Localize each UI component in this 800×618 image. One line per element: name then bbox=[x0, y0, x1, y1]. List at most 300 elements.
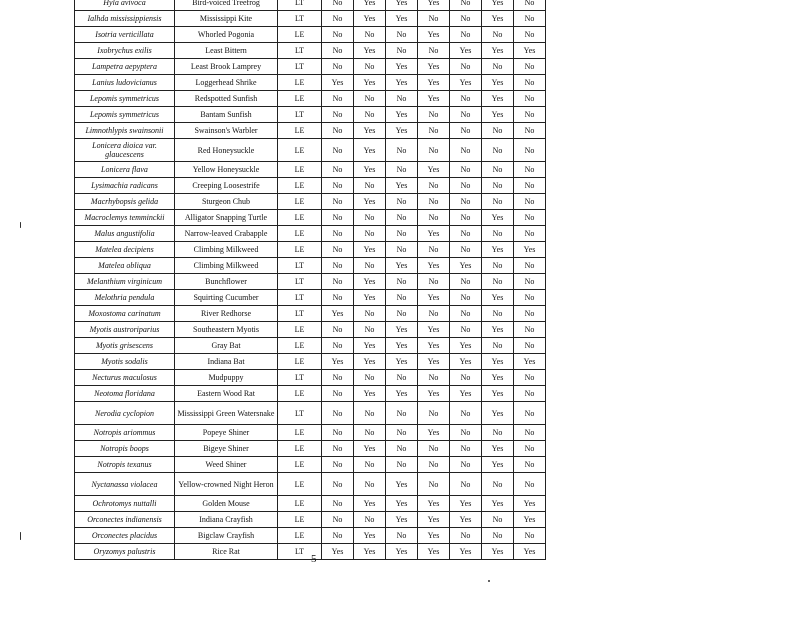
occurrence-cell: No bbox=[482, 194, 514, 210]
occurrence-cell: Yes bbox=[514, 354, 546, 370]
occurrence-cell: Yes bbox=[482, 290, 514, 306]
occurrence-cell: Yes bbox=[418, 59, 450, 75]
occurrence-cell: Yes bbox=[386, 258, 418, 274]
common-name-cell: Climbing Milkweed bbox=[175, 258, 278, 274]
occurrence-cell: Yes bbox=[354, 242, 386, 258]
occurrence-cell: No bbox=[482, 528, 514, 544]
occurrence-cell: No bbox=[450, 457, 482, 473]
common-name-cell: Mississippi Kite bbox=[175, 11, 278, 27]
occurrence-cell: Yes bbox=[322, 544, 354, 560]
occurrence-cell: Yes bbox=[418, 322, 450, 338]
occurrence-cell: Yes bbox=[354, 162, 386, 178]
occurrence-cell: No bbox=[354, 402, 386, 425]
occurrence-cell: No bbox=[450, 226, 482, 242]
species-status-table bbox=[74, 0, 546, 560]
occurrence-cell: Yes bbox=[482, 441, 514, 457]
table-row bbox=[75, 322, 546, 338]
occurrence-cell: No bbox=[514, 210, 546, 226]
occurrence-cell: No bbox=[354, 457, 386, 473]
scientific-name-cell: Neotoma floridana bbox=[75, 386, 175, 402]
table-row bbox=[75, 496, 546, 512]
status-cell: LT bbox=[278, 43, 322, 59]
occurrence-cell: No bbox=[450, 290, 482, 306]
common-name-cell: Yellow Honeysuckle bbox=[175, 162, 278, 178]
occurrence-cell: No bbox=[418, 43, 450, 59]
occurrence-cell: No bbox=[386, 43, 418, 59]
occurrence-cell: No bbox=[482, 178, 514, 194]
occurrence-cell: Yes bbox=[386, 338, 418, 354]
table-row bbox=[75, 59, 546, 75]
occurrence-cell: No bbox=[386, 194, 418, 210]
occurrence-cell: No bbox=[322, 0, 354, 11]
occurrence-cell: No bbox=[514, 338, 546, 354]
occurrence-cell: Yes bbox=[450, 544, 482, 560]
occurrence-cell: Yes bbox=[386, 178, 418, 194]
scientific-name-cell: Matelea obliqua bbox=[75, 258, 175, 274]
occurrence-cell: No bbox=[514, 59, 546, 75]
occurrence-cell: Yes bbox=[482, 0, 514, 11]
occurrence-cell: No bbox=[322, 226, 354, 242]
occurrence-cell: No bbox=[514, 441, 546, 457]
occurrence-cell: No bbox=[386, 226, 418, 242]
common-name-cell: Bird-voiced Treefrog bbox=[175, 0, 278, 11]
occurrence-cell: Yes bbox=[482, 107, 514, 123]
occurrence-cell: No bbox=[354, 107, 386, 123]
occurrence-cell: Yes bbox=[386, 107, 418, 123]
occurrence-cell: Yes bbox=[354, 194, 386, 210]
occurrence-cell: No bbox=[322, 370, 354, 386]
occurrence-cell: No bbox=[514, 27, 546, 43]
common-name-cell: Indiana Crayfish bbox=[175, 512, 278, 528]
occurrence-cell: Yes bbox=[482, 322, 514, 338]
occurrence-cell: No bbox=[354, 91, 386, 107]
table-row bbox=[75, 544, 546, 560]
occurrence-cell: No bbox=[482, 258, 514, 274]
common-name-cell: Rice Rat bbox=[175, 544, 278, 560]
table-row bbox=[75, 354, 546, 370]
occurrence-cell: Yes bbox=[322, 354, 354, 370]
occurrence-cell: No bbox=[514, 91, 546, 107]
occurrence-cell: No bbox=[322, 457, 354, 473]
common-name-cell: Bantam Sunfish bbox=[175, 107, 278, 123]
occurrence-cell: Yes bbox=[386, 322, 418, 338]
occurrence-cell: No bbox=[386, 306, 418, 322]
occurrence-cell: No bbox=[450, 91, 482, 107]
occurrence-cell: Yes bbox=[482, 210, 514, 226]
common-name-cell: Bigeye Shiner bbox=[175, 441, 278, 457]
occurrence-cell: Yes bbox=[450, 338, 482, 354]
scientific-name-cell: Macrhybopsis gelida bbox=[75, 194, 175, 210]
occurrence-cell: Yes bbox=[482, 386, 514, 402]
occurrence-cell: No bbox=[354, 322, 386, 338]
occurrence-cell: No bbox=[322, 473, 354, 496]
occurrence-cell: No bbox=[386, 402, 418, 425]
status-cell: LT bbox=[278, 290, 322, 306]
common-name-cell: Climbing Milkweed bbox=[175, 242, 278, 258]
occurrence-cell: No bbox=[514, 139, 546, 162]
status-cell: LT bbox=[278, 11, 322, 27]
table-row bbox=[75, 107, 546, 123]
table-row bbox=[75, 162, 546, 178]
occurrence-cell: Yes bbox=[354, 123, 386, 139]
occurrence-cell: Yes bbox=[418, 91, 450, 107]
occurrence-cell: Yes bbox=[482, 91, 514, 107]
occurrence-cell: No bbox=[322, 528, 354, 544]
occurrence-cell: No bbox=[482, 123, 514, 139]
occurrence-cell: Yes bbox=[354, 354, 386, 370]
common-name-cell: Red Honeysuckle bbox=[175, 139, 278, 162]
scientific-name-cell: Ixobrychus exilis bbox=[75, 43, 175, 59]
occurrence-cell: No bbox=[418, 210, 450, 226]
occurrence-cell: Yes bbox=[386, 123, 418, 139]
status-cell: LE bbox=[278, 457, 322, 473]
occurrence-cell: No bbox=[418, 139, 450, 162]
status-cell: LE bbox=[278, 91, 322, 107]
common-name-cell: Loggerhead Shrike bbox=[175, 75, 278, 91]
table-row bbox=[75, 402, 546, 425]
occurrence-cell: No bbox=[450, 59, 482, 75]
table-row bbox=[75, 290, 546, 306]
occurrence-cell: No bbox=[450, 425, 482, 441]
table-row bbox=[75, 194, 546, 210]
common-name-cell: Gray Bat bbox=[175, 338, 278, 354]
occurrence-cell: Yes bbox=[514, 242, 546, 258]
status-cell: LE bbox=[278, 226, 322, 242]
occurrence-cell: No bbox=[322, 512, 354, 528]
page-number: 5 bbox=[311, 553, 317, 565]
occurrence-cell: No bbox=[514, 370, 546, 386]
scientific-name-cell: Orconectes indianensis bbox=[75, 512, 175, 528]
scientific-name-cell: Malus angustifolia bbox=[75, 226, 175, 242]
common-name-cell: Sturgeon Chub bbox=[175, 194, 278, 210]
table-row bbox=[75, 274, 546, 290]
occurrence-cell: No bbox=[354, 473, 386, 496]
occurrence-cell: No bbox=[322, 43, 354, 59]
occurrence-cell: No bbox=[482, 338, 514, 354]
occurrence-cell: No bbox=[386, 425, 418, 441]
occurrence-cell: Yes bbox=[514, 512, 546, 528]
occurrence-cell: No bbox=[354, 306, 386, 322]
occurrence-cell: No bbox=[386, 290, 418, 306]
status-cell: LE bbox=[278, 473, 322, 496]
occurrence-cell: Yes bbox=[354, 290, 386, 306]
table-row bbox=[75, 139, 546, 162]
occurrence-cell: No bbox=[322, 139, 354, 162]
occurrence-cell: Yes bbox=[386, 386, 418, 402]
occurrence-cell: No bbox=[418, 473, 450, 496]
status-cell: LE bbox=[278, 512, 322, 528]
occurrence-cell: No bbox=[386, 441, 418, 457]
scientific-name-cell: Lanius ludovicianus bbox=[75, 75, 175, 91]
occurrence-cell: No bbox=[418, 123, 450, 139]
occurrence-cell: No bbox=[514, 75, 546, 91]
occurrence-cell: No bbox=[450, 178, 482, 194]
occurrence-cell: No bbox=[322, 162, 354, 178]
occurrence-cell: No bbox=[322, 402, 354, 425]
common-name-cell: Popeye Shiner bbox=[175, 425, 278, 441]
common-name-cell: Whorled Pogonia bbox=[175, 27, 278, 43]
status-cell: LE bbox=[278, 354, 322, 370]
occurrence-cell: No bbox=[354, 27, 386, 43]
occurrence-cell: No bbox=[514, 425, 546, 441]
occurrence-cell: No bbox=[386, 210, 418, 226]
occurrence-cell: No bbox=[322, 210, 354, 226]
common-name-cell: Bigclaw Crayfish bbox=[175, 528, 278, 544]
occurrence-cell: No bbox=[418, 457, 450, 473]
occurrence-cell: No bbox=[418, 274, 450, 290]
occurrence-cell: Yes bbox=[450, 496, 482, 512]
scientific-name-cell: Ochrotomys nuttalli bbox=[75, 496, 175, 512]
occurrence-cell: No bbox=[450, 441, 482, 457]
scientific-name-cell: Melanthium virginicum bbox=[75, 274, 175, 290]
occurrence-cell: No bbox=[514, 107, 546, 123]
occurrence-cell: No bbox=[354, 370, 386, 386]
occurrence-cell: Yes bbox=[418, 386, 450, 402]
occurrence-cell: No bbox=[386, 274, 418, 290]
occurrence-cell: Yes bbox=[386, 11, 418, 27]
scan-speck bbox=[20, 222, 21, 228]
scientific-name-cell: Lepomis symmetricus bbox=[75, 91, 175, 107]
occurrence-cell: Yes bbox=[354, 11, 386, 27]
occurrence-cell: Yes bbox=[354, 338, 386, 354]
occurrence-cell: No bbox=[322, 322, 354, 338]
status-cell: LE bbox=[278, 75, 322, 91]
occurrence-cell: No bbox=[514, 386, 546, 402]
occurrence-cell: Yes bbox=[450, 512, 482, 528]
common-name-cell: Least Bittern bbox=[175, 43, 278, 59]
occurrence-cell: Yes bbox=[514, 496, 546, 512]
occurrence-cell: No bbox=[418, 11, 450, 27]
occurrence-cell: Yes bbox=[482, 11, 514, 27]
status-cell: LT bbox=[278, 107, 322, 123]
occurrence-cell: Yes bbox=[482, 496, 514, 512]
scientific-name-cell: Limnothlypis swainsonii bbox=[75, 123, 175, 139]
occurrence-cell: No bbox=[514, 473, 546, 496]
scientific-name-cell: Myotis grisescens bbox=[75, 338, 175, 354]
occurrence-cell: No bbox=[386, 91, 418, 107]
occurrence-cell: No bbox=[322, 425, 354, 441]
common-name-cell: Bunchflower bbox=[175, 274, 278, 290]
scientific-name-cell: Hyla avivoca bbox=[75, 0, 175, 11]
scientific-name-cell: Matelea decipiens bbox=[75, 242, 175, 258]
status-cell: LE bbox=[278, 242, 322, 258]
occurrence-cell: No bbox=[386, 242, 418, 258]
common-name-cell: Creeping Loosestrife bbox=[175, 178, 278, 194]
occurrence-cell: No bbox=[322, 274, 354, 290]
occurrence-cell: Yes bbox=[418, 544, 450, 560]
occurrence-cell: No bbox=[322, 242, 354, 258]
occurrence-cell: No bbox=[322, 441, 354, 457]
scientific-name-cell: Nyctanassa violacea bbox=[75, 473, 175, 496]
occurrence-cell: No bbox=[418, 370, 450, 386]
scientific-name-cell: Myotis austroriparius bbox=[75, 322, 175, 338]
occurrence-cell: No bbox=[418, 178, 450, 194]
common-name-cell: Indiana Bat bbox=[175, 354, 278, 370]
occurrence-cell: No bbox=[354, 226, 386, 242]
occurrence-cell: No bbox=[450, 274, 482, 290]
common-name-cell: Southeastern Myotis bbox=[175, 322, 278, 338]
occurrence-cell: No bbox=[482, 139, 514, 162]
occurrence-cell: No bbox=[418, 402, 450, 425]
scientific-name-cell: Lampetra aepyptera bbox=[75, 59, 175, 75]
status-cell: LT bbox=[278, 306, 322, 322]
occurrence-cell: No bbox=[322, 194, 354, 210]
common-name-cell: Least Brook Lamprey bbox=[175, 59, 278, 75]
occurrence-cell: Yes bbox=[354, 0, 386, 11]
occurrence-cell: Yes bbox=[386, 473, 418, 496]
occurrence-cell: Yes bbox=[418, 75, 450, 91]
status-cell: LT bbox=[278, 59, 322, 75]
occurrence-cell: Yes bbox=[482, 354, 514, 370]
occurrence-cell: No bbox=[450, 210, 482, 226]
common-name-cell: Yellow-crowned Night Heron bbox=[175, 473, 278, 496]
scientific-name-cell: Lepomis symmetricus bbox=[75, 107, 175, 123]
occurrence-cell: No bbox=[354, 59, 386, 75]
occurrence-cell: Yes bbox=[386, 496, 418, 512]
common-name-cell: Swainson's Warbler bbox=[175, 123, 278, 139]
occurrence-cell: No bbox=[450, 242, 482, 258]
occurrence-cell: No bbox=[450, 162, 482, 178]
status-cell: LE bbox=[278, 322, 322, 338]
occurrence-cell: No bbox=[418, 441, 450, 457]
occurrence-cell: No bbox=[386, 139, 418, 162]
status-cell: LT bbox=[278, 274, 322, 290]
occurrence-cell: No bbox=[322, 338, 354, 354]
occurrence-cell: No bbox=[354, 210, 386, 226]
status-cell: LT bbox=[278, 402, 322, 425]
status-cell: LE bbox=[278, 178, 322, 194]
status-cell: LT bbox=[278, 544, 322, 560]
table-row bbox=[75, 11, 546, 27]
scientific-name-cell: Necturus maculosus bbox=[75, 370, 175, 386]
scientific-name-cell: Notropis boops bbox=[75, 441, 175, 457]
occurrence-cell: No bbox=[450, 27, 482, 43]
occurrence-cell: Yes bbox=[418, 528, 450, 544]
occurrence-cell: Yes bbox=[354, 43, 386, 59]
table-row bbox=[75, 0, 546, 11]
status-cell: LE bbox=[278, 162, 322, 178]
status-cell: LT bbox=[278, 370, 322, 386]
status-cell: LE bbox=[278, 528, 322, 544]
occurrence-cell: No bbox=[386, 27, 418, 43]
occurrence-cell: Yes bbox=[418, 354, 450, 370]
occurrence-cell: Yes bbox=[418, 338, 450, 354]
status-cell: LE bbox=[278, 210, 322, 226]
occurrence-cell: Yes bbox=[482, 402, 514, 425]
occurrence-cell: No bbox=[514, 528, 546, 544]
occurrence-cell: Yes bbox=[418, 290, 450, 306]
table-row bbox=[75, 512, 546, 528]
occurrence-cell: Yes bbox=[322, 306, 354, 322]
occurrence-cell: No bbox=[482, 425, 514, 441]
occurrence-cell: Yes bbox=[354, 139, 386, 162]
table-row bbox=[75, 43, 546, 59]
occurrence-cell: Yes bbox=[386, 59, 418, 75]
table-row bbox=[75, 258, 546, 274]
occurrence-cell: Yes bbox=[354, 544, 386, 560]
common-name-cell: Redspotted Sunfish bbox=[175, 91, 278, 107]
occurrence-cell: No bbox=[482, 473, 514, 496]
occurrence-cell: Yes bbox=[418, 162, 450, 178]
occurrence-cell: No bbox=[322, 107, 354, 123]
occurrence-cell: No bbox=[514, 322, 546, 338]
occurrence-cell: No bbox=[482, 162, 514, 178]
scientific-name-cell: Notropis ariommus bbox=[75, 425, 175, 441]
common-name-cell: Weed Shiner bbox=[175, 457, 278, 473]
table-row bbox=[75, 75, 546, 91]
occurrence-cell: Yes bbox=[450, 258, 482, 274]
occurrence-cell: Yes bbox=[450, 43, 482, 59]
scientific-name-cell: Ialhda mississippiensis bbox=[75, 11, 175, 27]
scientific-name-cell: Lonicera flava bbox=[75, 162, 175, 178]
common-name-cell: Eastern Wood Rat bbox=[175, 386, 278, 402]
common-name-cell: Alligator Snapping Turtle bbox=[175, 210, 278, 226]
occurrence-cell: No bbox=[514, 274, 546, 290]
occurrence-cell: No bbox=[418, 242, 450, 258]
occurrence-cell: Yes bbox=[386, 354, 418, 370]
occurrence-cell: No bbox=[514, 162, 546, 178]
occurrence-cell: Yes bbox=[386, 0, 418, 11]
scientific-name-cell: Moxostoma carinatum bbox=[75, 306, 175, 322]
occurrence-cell: No bbox=[450, 322, 482, 338]
occurrence-cell: No bbox=[514, 11, 546, 27]
occurrence-cell: No bbox=[514, 258, 546, 274]
table-row bbox=[75, 473, 546, 496]
occurrence-cell: No bbox=[354, 512, 386, 528]
occurrence-cell: No bbox=[514, 194, 546, 210]
scientific-name-cell: Myotis sodalis bbox=[75, 354, 175, 370]
scientific-name-cell: Lonicera dioica var. glaucescens bbox=[75, 139, 175, 162]
status-cell: LE bbox=[278, 441, 322, 457]
common-name-cell: Mudpuppy bbox=[175, 370, 278, 386]
table-row bbox=[75, 441, 546, 457]
occurrence-cell: Yes bbox=[418, 27, 450, 43]
status-cell: LT bbox=[278, 0, 322, 11]
table-row bbox=[75, 226, 546, 242]
status-cell: LE bbox=[278, 27, 322, 43]
occurrence-cell: Yes bbox=[514, 43, 546, 59]
table-row bbox=[75, 425, 546, 441]
occurrence-cell: Yes bbox=[418, 512, 450, 528]
occurrence-cell: Yes bbox=[482, 457, 514, 473]
occurrence-cell: No bbox=[514, 306, 546, 322]
occurrence-cell: Yes bbox=[418, 258, 450, 274]
common-name-cell: Golden Mouse bbox=[175, 496, 278, 512]
occurrence-cell: No bbox=[450, 528, 482, 544]
scientific-name-cell: Isotria verticillata bbox=[75, 27, 175, 43]
occurrence-cell: Yes bbox=[418, 226, 450, 242]
table-row bbox=[75, 210, 546, 226]
scientific-name-cell: Orconectes placidus bbox=[75, 528, 175, 544]
occurrence-cell: No bbox=[418, 306, 450, 322]
occurrence-cell: No bbox=[514, 178, 546, 194]
occurrence-cell: No bbox=[386, 370, 418, 386]
status-cell: LT bbox=[278, 258, 322, 274]
occurrence-cell: No bbox=[482, 306, 514, 322]
table-row bbox=[75, 457, 546, 473]
occurrence-cell: No bbox=[354, 258, 386, 274]
table-row bbox=[75, 338, 546, 354]
occurrence-cell: No bbox=[450, 370, 482, 386]
scientific-name-cell: Melothria pendula bbox=[75, 290, 175, 306]
occurrence-cell: Yes bbox=[354, 441, 386, 457]
scientific-name-cell: Oryzomys palustris bbox=[75, 544, 175, 560]
occurrence-cell: Yes bbox=[322, 75, 354, 91]
occurrence-cell: No bbox=[386, 457, 418, 473]
occurrence-cell: Yes bbox=[450, 354, 482, 370]
occurrence-cell: No bbox=[450, 11, 482, 27]
occurrence-cell: No bbox=[482, 512, 514, 528]
